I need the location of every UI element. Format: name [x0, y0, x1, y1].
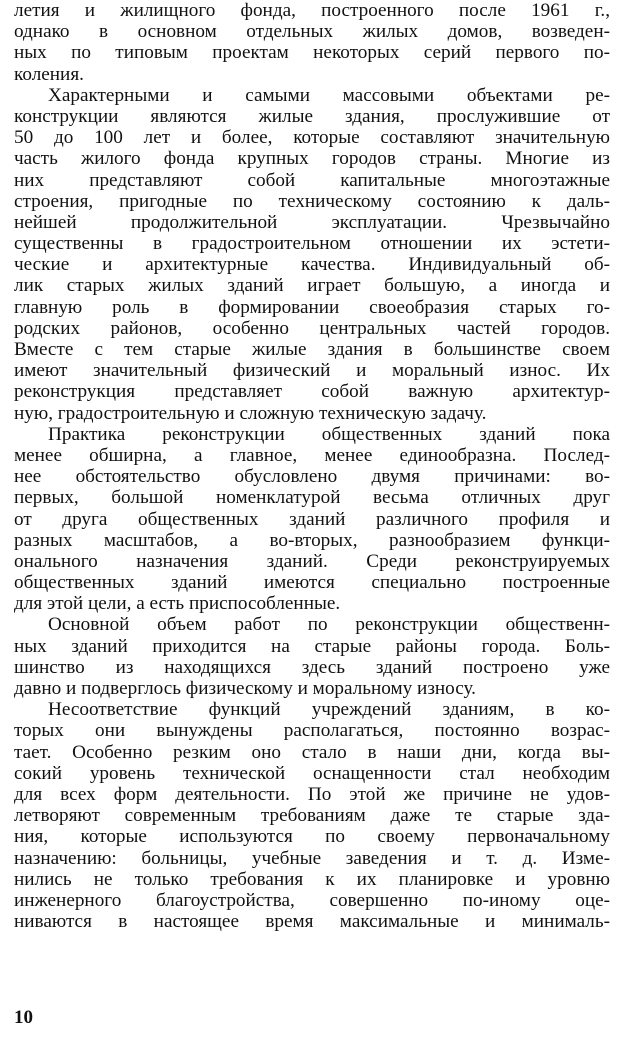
text-line: шинство из находящихся здесь зданий построено уже	[14, 656, 610, 678]
text-line: существенны в градостроительном отношении их эстети-	[14, 233, 610, 255]
text-line: Практика реконструкции общественных зданий пока	[48, 423, 610, 445]
text-line: сокий уровень технической оснащенности стал необходим	[14, 762, 610, 784]
text-line: ниваются в настоящее время максимальные и минималь-	[14, 911, 610, 933]
text-line: торых они вынуждены располагаться, постоянно возрас-	[14, 720, 610, 742]
text-line: Несоответствие функций учреждений зданиям, в ко-	[48, 699, 610, 721]
text-line: ную, градостроительную и сложную техническую задачу.	[14, 402, 487, 424]
text-line: 50 до 100 лет и более, которые составляют значительную	[14, 127, 610, 149]
page-number: 10	[14, 1007, 33, 1028]
text-line: коления.	[14, 63, 84, 85]
text-line: менее обширна, а главное, менее единообразна. Послед-	[14, 444, 610, 466]
text-line: инженерного благоустройства, совершенно по-иному оце-	[14, 889, 610, 911]
text-line: ния, которые используются по своему первоначальному	[14, 826, 610, 848]
paragraph-2	[14, 85, 610, 424]
text-line: для всех форм деятельности. По этой же причине не удов-	[14, 783, 610, 805]
text-line: однако в основном отдельных жилых домов, возведен-	[14, 21, 610, 43]
text-line: первых, большой номенклатурой весьма отличных друг	[14, 487, 610, 509]
text-line: нились не только требования к их планировке и уровню	[14, 868, 610, 890]
text-line: конструкции являются жилые здания, прослужившие от	[14, 105, 610, 127]
text-line: лик старых жилых зданий играет большую, а иногда и	[14, 275, 610, 297]
text-line: ных по типовым проектам некоторых серий первого по-	[14, 42, 610, 64]
text-line: ных зданий приходится на старые районы города. Боль-	[14, 635, 610, 657]
text-line: Основной объем работ по реконструкции общественн-	[48, 614, 610, 636]
text-line: Характерными и самыми массовыми объектами ре-	[48, 84, 610, 106]
text-line: разных масштабов, а во-вторых, разнообразием функци-	[14, 529, 610, 551]
text-line: родских районов, особенно центральных частей городов.	[14, 317, 610, 339]
text-line: летворяют современным требованиям даже те старые зда-	[14, 805, 610, 827]
text-line: реконструкция представляет собой важную архитектур-	[14, 381, 610, 403]
paragraph-4	[14, 614, 610, 699]
text-line: них представляют собой капитальные многоэтажные	[14, 169, 610, 191]
text-line: общественных зданий имеются специально построенные	[14, 572, 610, 594]
paragraph-3	[14, 424, 610, 615]
text-line: имеют значительный физический и моральный износ. Их	[14, 360, 610, 382]
text-line: Вместе с тем старые жилые здания в большинстве своем	[14, 339, 610, 360]
text-line: часть жилого фонда крупных городов страны. Многие из	[14, 148, 610, 170]
text-line: нее обстоятельство обусловлено двумя причинами: во-	[14, 466, 610, 488]
text-column	[14, 0, 610, 932]
text-line: нейшей продолжительной эксплуатации. Чрезвычайно	[14, 211, 610, 233]
paragraph-1	[14, 0, 610, 85]
text-line: летия и жилищного фонда, построенного после 1961 г.,	[14, 0, 610, 21]
text-line: назначению: больницы, учебные заведения и т. д. Изме-	[14, 847, 610, 869]
text-line: онального назначения зданий. Среди реконструируемых	[14, 550, 610, 572]
text-line: для этой цели, а есть приспособленные.	[14, 593, 341, 615]
paragraph-5	[14, 699, 610, 932]
text-line: главную роль в формировании своеобразия старых го-	[14, 296, 610, 318]
text-line: давно и подверглось физическому и моральному износу.	[14, 678, 476, 699]
text-line: строения, пригодные по техническому состоянию к даль-	[14, 190, 610, 212]
text-line: ческие и архитектурные качества. Индивидуальный об-	[14, 254, 610, 276]
text-line: от друга общественных зданий различного профиля и	[14, 508, 610, 530]
text-line: тает. Особенно резким оно стало в наши дни, когда вы-	[14, 741, 610, 763]
